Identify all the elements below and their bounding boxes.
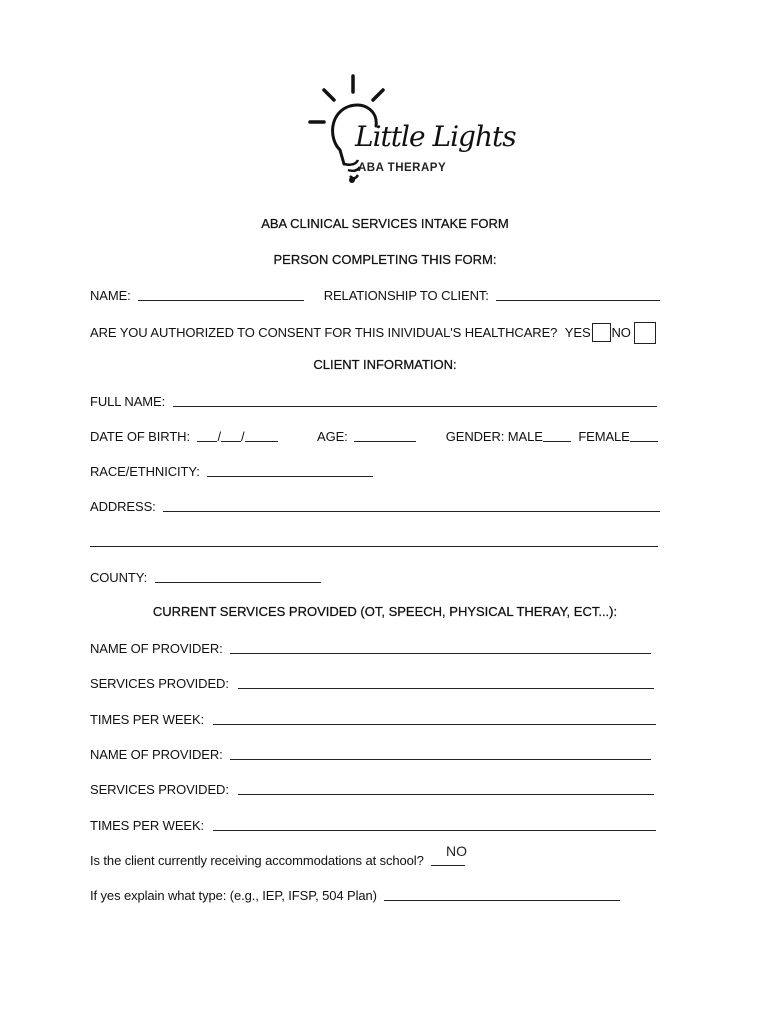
age-label: AGE: [317, 429, 348, 444]
no-checkbox[interactable] [634, 322, 656, 344]
county-label: COUNTY: [90, 570, 148, 585]
name-label: NAME: [90, 288, 131, 303]
times-1-row [90, 711, 656, 728]
form-title: ABA CLINICAL SERVICES INTAKE FORM [261, 216, 509, 231]
county-field[interactable] [155, 570, 321, 583]
yes-label: YES [564, 325, 591, 340]
no-label: NO [611, 325, 631, 340]
provider-1-label: NAME OF PROVIDER: [90, 641, 223, 656]
logo [300, 72, 516, 197]
male-field[interactable] [543, 429, 571, 442]
full-name-label: FULL NAME: [90, 394, 166, 409]
dob-day-field[interactable] [221, 429, 241, 442]
address-row [90, 498, 660, 515]
services-2-field[interactable] [238, 782, 654, 795]
services-1-field[interactable] [238, 676, 654, 689]
times-1-label: TIMES PER WEEK: [90, 712, 205, 727]
yes-checkbox[interactable] [592, 323, 611, 342]
services-2-row [90, 781, 654, 798]
section-client-information: CLIENT INFORMATION: [313, 357, 457, 372]
address-field[interactable] [163, 499, 660, 512]
name-row [90, 287, 660, 304]
name-field[interactable] [138, 288, 304, 301]
county-row [90, 569, 321, 586]
female-label: FEMALE [578, 429, 630, 444]
dob-month-field[interactable] [197, 429, 217, 442]
authorized-row [90, 322, 657, 344]
dob-year-field[interactable] [245, 429, 278, 442]
accommodations-row [90, 852, 465, 869]
services-1-row [90, 675, 654, 692]
times-2-label: TIMES PER WEEK: [90, 818, 205, 833]
provider-1-field[interactable] [230, 641, 651, 654]
authorized-question: ARE YOU AUTHORIZED TO CONSENT FOR THIS INIVIDUAL'S HEALTHCARE? [90, 325, 558, 340]
times-2-field[interactable] [213, 818, 656, 831]
relationship-field[interactable] [496, 288, 660, 301]
accommodations-question: Is the client currently receiving accommodations at school? [90, 853, 424, 868]
relationship-label: RELATIONSHIP TO CLIENT: [323, 288, 489, 303]
full-name-row [90, 393, 657, 410]
gender-label: GENDER: [445, 429, 505, 444]
race-field[interactable] [207, 464, 373, 477]
address-field-line-2[interactable] [90, 534, 658, 547]
services-1-label: SERVICES PROVIDED: [90, 676, 229, 691]
age-field[interactable] [354, 429, 416, 442]
logo-title: Little Lights [355, 120, 516, 153]
male-label: MALE [507, 429, 543, 444]
dob-row: DATE OF BIRTH: / / AGE: GENDER: MALE FEMALE [90, 428, 658, 445]
race-row [90, 463, 373, 480]
provider-2-label: NAME OF PROVIDER: [90, 747, 223, 762]
times-1-field[interactable] [213, 712, 656, 725]
accommodations-answer: NO [446, 843, 467, 859]
dob-label: DATE OF BIRTH: [90, 429, 190, 444]
provider-1-row [90, 640, 651, 657]
explain-field[interactable] [384, 888, 620, 901]
provider-2-row [90, 746, 651, 763]
full-name-field[interactable] [173, 394, 657, 407]
explain-row [90, 887, 620, 904]
times-2-row [90, 817, 656, 834]
race-label: RACE/ETHNICITY: [90, 464, 200, 479]
address-label: ADDRESS: [90, 499, 156, 514]
section-current-services: CURRENT SERVICES PROVIDED (OT, SPEECH, PHYSICAL THERAY, ECT...): [152, 604, 618, 619]
explain-label: If yes explain what type: (e.g., IEP, IFSP, 504 Plan) [90, 888, 377, 903]
provider-2-field[interactable] [230, 747, 651, 760]
female-field[interactable] [630, 429, 658, 442]
services-2-label: SERVICES PROVIDED: [90, 782, 229, 797]
address-row-2 [90, 533, 658, 550]
logo-subtitle: ABA THERAPY [358, 162, 447, 174]
section-person-completing: PERSON COMPLETING THIS FORM: [273, 252, 497, 267]
